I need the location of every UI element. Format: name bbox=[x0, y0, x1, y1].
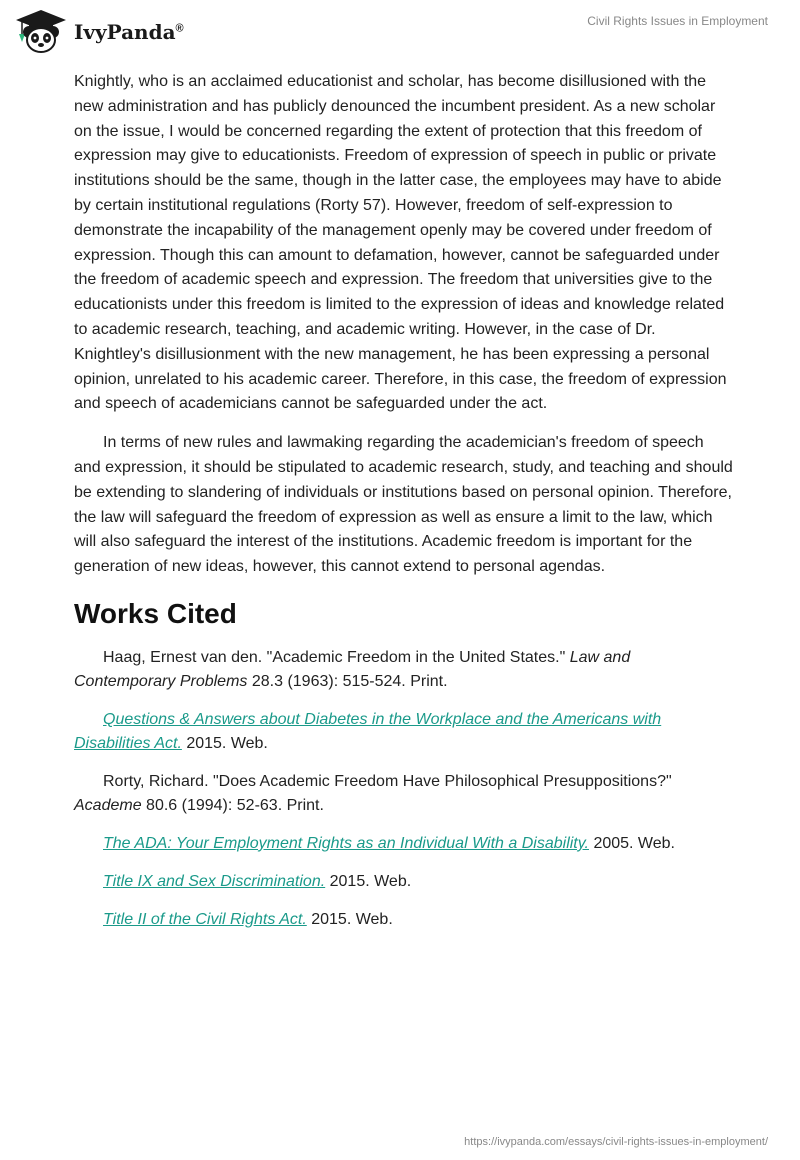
document-title: Civil Rights Issues in Employment bbox=[587, 14, 768, 28]
panda-graduate-icon bbox=[14, 8, 68, 54]
source-url[interactable]: https://ivypanda.com/essays/civil-rights-issues-in-employment/ bbox=[464, 1136, 768, 1148]
citation-link[interactable]: The ADA: Your Employment Rights as an Individual With a Disability. bbox=[103, 834, 589, 852]
page-header bbox=[0, 0, 800, 60]
works-cited-heading: Works Cited bbox=[74, 597, 237, 629]
citation-link[interactable]: Title II of the Civil Rights Act. bbox=[103, 910, 307, 928]
body-paragraph: Knightly, who is an acclaimed educationist and scholar, has become disillusioned with the new administration and has publicly denounced the incumbent president. As a new scholar on the issue, I would be concerned regarding the extent of protection that this freedom of expression may give to educationists. Freedom of expression of speech in public or private institutions should be the same, though in the latter case, the employees may have to abide by certain institutional regulations (Rorty 57). However, freedom of self-expression to demonstrate the incapability of the management openly may be covered under freedom of expression. Though this can amount to defamation, however, cannot be safeguarded under the freedom of academic speech and expression. The freedom that universities give to the educationists under this freedom is limited to the expression of ideas and knowledge related to academic research, teaching, and academic writing. However, in the case of Dr. Knightley's disillusionment with the new management, he has been expressing a personal opinion, unrelated to his academic career. Therefore, in this case, the freedom of expression and speech of academicians cannot be safeguarded under the act. bbox=[74, 73, 727, 413]
citation-link[interactable]: Title IX and Sex Discrimination. bbox=[103, 872, 326, 890]
essay-content bbox=[74, 70, 734, 946]
citation: Title IX and Sex Discrimination. 2015. Web. bbox=[103, 872, 412, 890]
body-paragraph: In terms of new rules and lawmaking regarding the academician's freedom of speech and expression, it should be stipulated to academic research, study, and teaching and should be extending to slandering of individuals or institutions based on personal opinion. Therefore, the law will safeguard the freedom of expression as well as ensure a limit to the law, which will also safeguard the interest of the institutions. Academic freedom is important for the generation of new ideas, however, this cannot extend to personal agendas. bbox=[74, 434, 733, 576]
brand-name: IvyPanda® bbox=[74, 20, 184, 44]
citation-link[interactable]: Questions & Answers about Diabetes in the Workplace and the Americans with Disabilities Act. bbox=[74, 710, 662, 752]
citation: Title II of the Civil Rights Act. 2015. Web. bbox=[103, 910, 393, 928]
citation: The ADA: Your Employment Rights as an Individual With a Disability. 2005. Web. bbox=[103, 834, 675, 852]
citation: Questions & Answers about Diabetes in the Workplace and the Americans with Disabilities Act. 2015. Web. bbox=[74, 710, 662, 752]
citation: Rorty, Richard. "Does Academic Freedom Have Philosophical Presuppositions?" Academe 80.6 (1994): 52-63. Print. bbox=[74, 772, 672, 814]
ivypanda-logo[interactable] bbox=[14, 8, 184, 54]
citation: Haag, Ernest van den. "Academic Freedom in the United States." Law and Contemporary Problems 28.3 (1963): 515-524. Print. bbox=[74, 648, 631, 690]
